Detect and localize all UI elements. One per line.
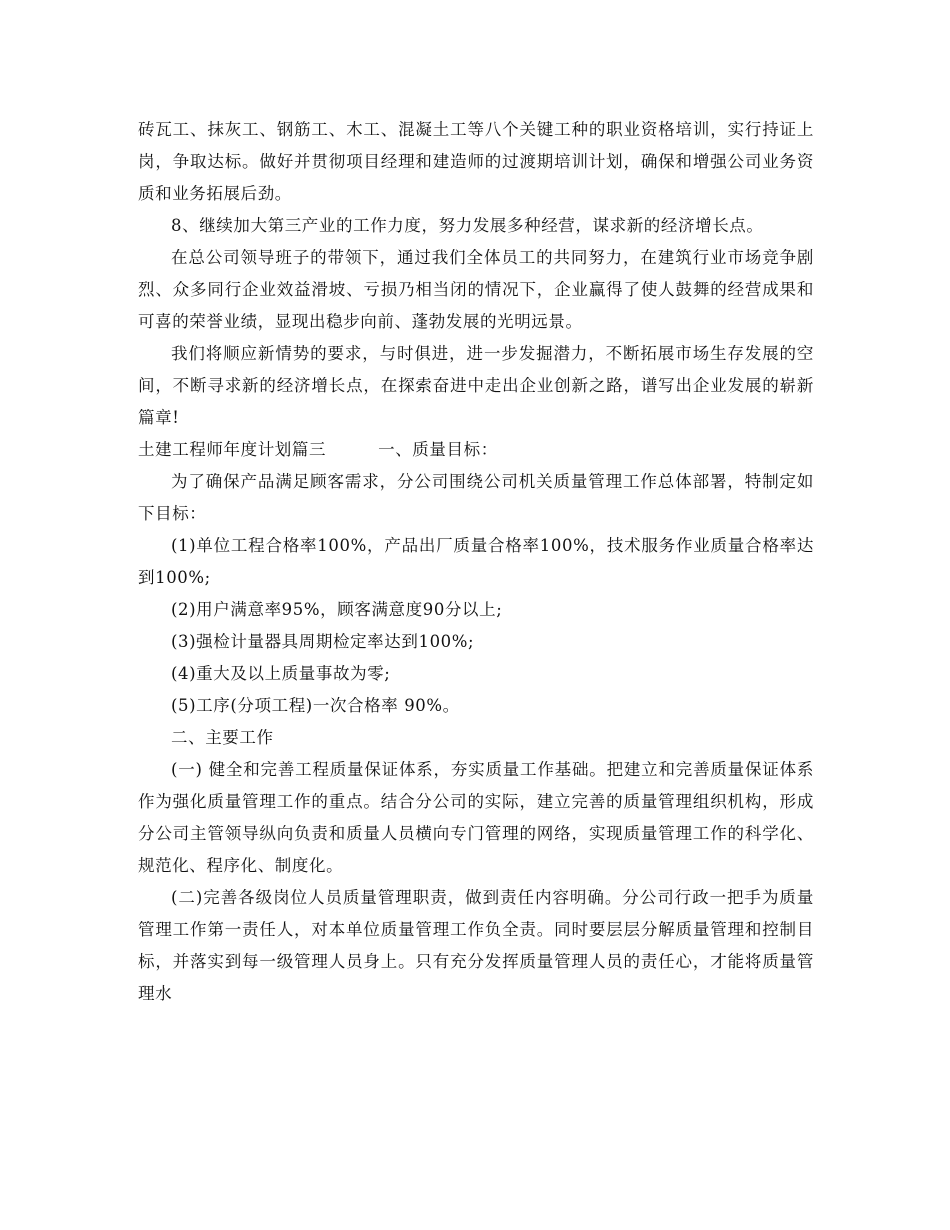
main-work-heading: 二、主要工作 xyxy=(171,728,274,747)
section-heading-line xyxy=(138,434,814,466)
goal-item-1: (1)单位工程合格率100%，产品出厂质量合格率100%，技术服务作业质量合格率达到100%; xyxy=(138,536,814,587)
section-title: 土建工程师年度计划篇三 xyxy=(138,440,327,459)
paragraph-item-8: 8、继续加大第三产业的工作力度，努力发展多种经营，谋求新的经济增长点。 xyxy=(171,216,764,235)
work-item-2: (二)完善各级岗位人员质量管理职责，做到责任内容明确。分公司行政一把手为质量管理工作第一责任人，对本单位质量管理工作负全责。同时要层层分解质量管理和控制目标，并落实到每一级管理人员身上。只有充分发挥质量管理人员的责任心，才能将质量管理水 xyxy=(138,888,814,1003)
paragraph-achievements: 在总公司领导班子的带领下，通过我们全体员工的共同努力，在建筑行业市场竞争剧烈、众多同行企业效益滑坡、亏损乃相当闭的情况下，企业赢得了使人鼓舞的经营成果和可喜的荣誉业绩，显现出稳步向前、蓬勃发展的光明远景。 xyxy=(138,248,814,331)
goal-item-4: (4)重大及以上质量事故为零; xyxy=(171,664,391,683)
goal-item-5: (5)工序(分项工程)一次合格率 90%。 xyxy=(171,696,460,715)
paragraph-goals-intro: 为了确保产品满足顾客需求，分公司围绕公司机关质量管理工作总体部署，特制定如下目标： xyxy=(138,472,814,523)
document-body xyxy=(138,114,814,1010)
goal-item-3: (3)强检计量器具周期检定率达到100%; xyxy=(171,632,475,651)
work-item-1: (一) 健全和完善工程质量保证体系，夯实质量工作基础。把建立和完善质量保证体系作为强化质量管理工作的重点。结合分公司的实际，建立完善的质量管理组织机构，形成分公司主管领导纵向负责和质量人员横向专门管理的网络，实现质量管理工作的科学化、规范化、程序化、制度化。 xyxy=(138,760,814,875)
quality-goals-heading: 一、质量目标： xyxy=(378,440,498,459)
paragraph-training: 砖瓦工、抹灰工、钢筋工、木工、混凝土工等八个关键工种的职业资格培训，实行持证上岗，争取达标。做好并贯彻项目经理和建造师的过渡期培训计划，确保和增强公司业务资质和业务拓展后劲。 xyxy=(138,120,814,203)
paragraph-outlook: 我们将顺应新情势的要求，与时俱进，进一步发掘潜力，不断拓展市场生存发展的空间，不断寻求新的经济增长点，在探索奋进中走出企业创新之路，谱写出企业发展的崭新篇章! xyxy=(138,344,814,427)
goal-item-2: (2)用户满意率95%，顾客满意度90分以上; xyxy=(171,600,503,619)
